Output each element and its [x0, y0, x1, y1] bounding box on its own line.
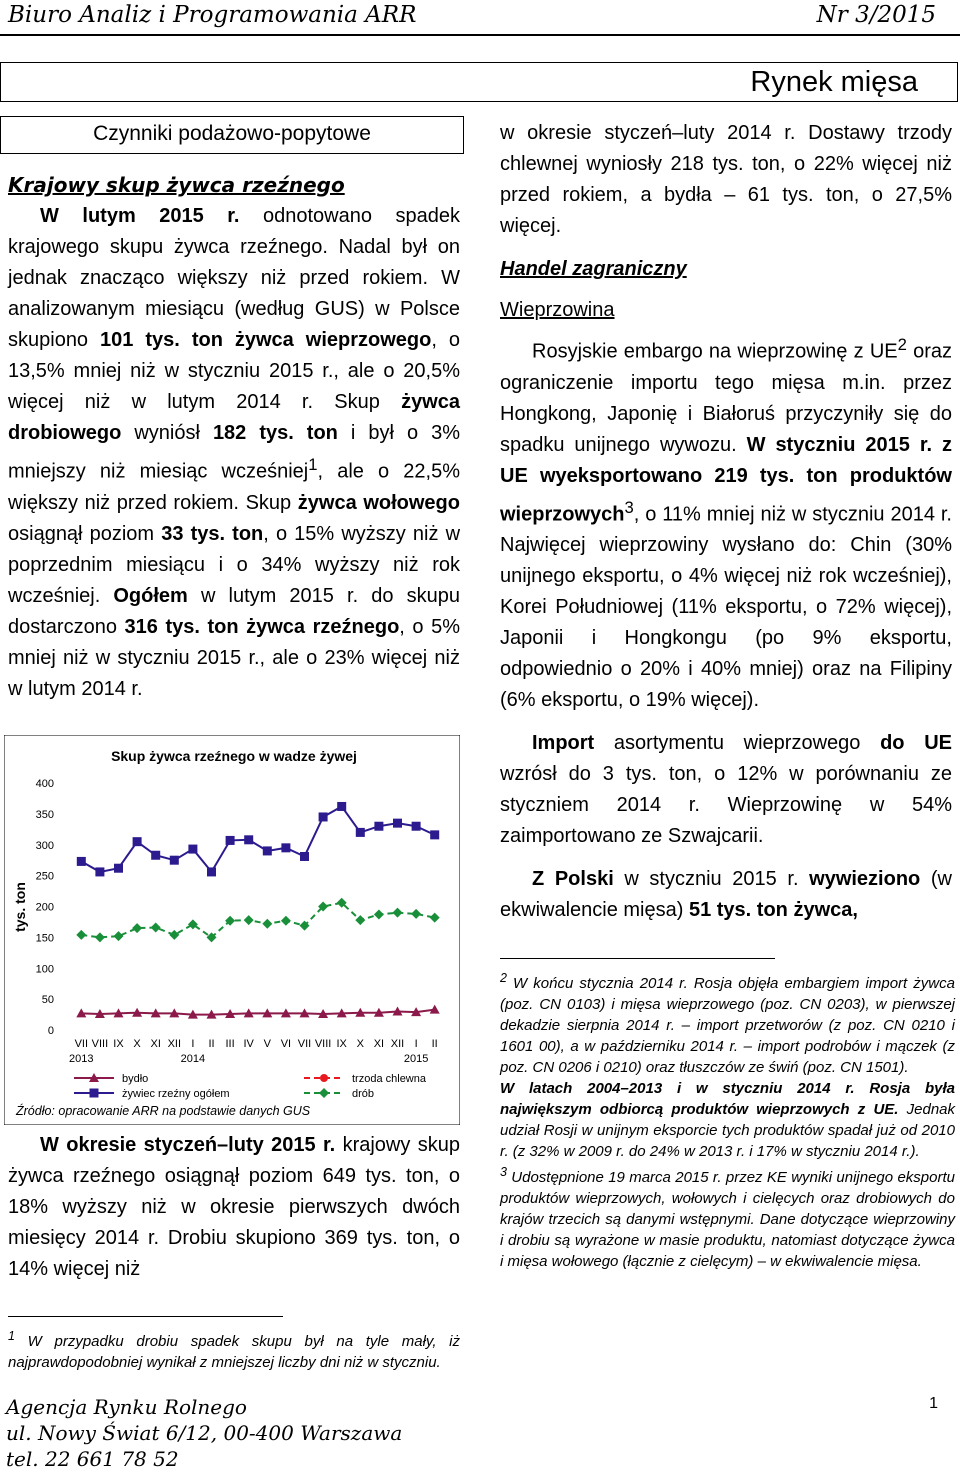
text-run: 33 tys. ton [161, 522, 264, 545]
data-point [244, 835, 253, 844]
text-run: w styczniu 2015 r. [613, 868, 810, 891]
data-point [337, 802, 346, 811]
header-left: Biuro Analiz i Programowania ARR [8, 2, 417, 28]
text-run: odnotowano spadek krajowego skupu żywca rzeźnego. Nadal był on jednak znacząco większy niż przed rokiem. W analizowanym miesiącu (według GUS) w Polsce skupiono [8, 205, 460, 351]
chart-frame [4, 735, 460, 1125]
text-run: W lutym 2015 r. [40, 205, 240, 227]
text-run: ton żywca wieprzowego [191, 329, 432, 351]
left-column [8, 170, 460, 705]
right-footnote-rule [500, 958, 775, 959]
x-tick-label: IV [243, 1038, 254, 1050]
header-right: Nr 3/2015 [816, 2, 936, 28]
x-tick-label: II [431, 1038, 438, 1050]
text-run: 51 tys. ton żywca, [688, 899, 858, 922]
data-point [430, 830, 439, 839]
chart-ylabel: tys. ton [12, 882, 28, 932]
x-tick-label: VII [74, 1038, 89, 1050]
right-paragraph-3 [500, 728, 952, 852]
left-footnote [8, 1326, 460, 1373]
text-run: 316 tys. ton żywca rzeźnego [124, 615, 400, 638]
text-run: w lutym 2015 r. do skupu dostarczono [8, 584, 460, 638]
header-rule [0, 34, 960, 36]
text-run: Ogółem [113, 584, 188, 607]
data-point [207, 867, 216, 876]
y-tick-label: 0 [47, 1025, 54, 1037]
x-tick-label: V [263, 1038, 271, 1050]
y-tick-label: 100 [35, 963, 54, 976]
text-run: W okresie styczeń–luty 2015 r. [40, 1134, 336, 1156]
text-run: 2 [897, 335, 907, 354]
page-number: 1 [929, 1395, 938, 1412]
y-tick-label: 200 [35, 901, 54, 914]
text-run: wzrósł do 3 tys. ton, o 12% w porównaniu ze styczniem 2014 r. Wieprzowinę w 54% zaimportowano ze Szwajcarii. [500, 763, 952, 848]
x-tick-label: I [414, 1038, 418, 1050]
data-point [281, 843, 290, 852]
text-run: 101 tys. [100, 329, 180, 351]
text-run: , o 5% mniej niż w styczniu 2015 r., ale o 23% więcej niż w lutym 2014 r. [8, 615, 461, 700]
text-run: 182 tys. ton [212, 422, 338, 444]
text-run: Udostępnione 19 marca 2015 r. przez KE wyniki unijnego eksportu produktów wieprzowych, wołowych i cielęcych oraz drobiowych do krajów trzecich są danymi wstępnymi. Dane dotyczące wieprzowiny i drobiu są wyrażone w masie produktu, natomiast dotyczące żywca i mięsa wołowego (łącznie z cielęcym) – w ekwiwalencie mięsa. [500, 1169, 955, 1270]
y-tick-label: 300 [35, 839, 54, 852]
legend-marker [90, 1089, 99, 1098]
data-point [114, 864, 123, 873]
x-year-label: 2013 [69, 1053, 94, 1065]
text-run: Jednak udział Rosji w unijnym eksporcie tych produktów spadał już od 2010 r. (z 32% w 2009 r. do 24% w 2013 r. i 17% w styczniu 2014 r.). [500, 1101, 955, 1160]
footer-address: ul. Nowy Świat 6/12, 00-400 Warszawa [6, 1421, 403, 1445]
left-paragraph-1 [8, 201, 460, 705]
data-point [188, 845, 197, 854]
y-tick-label: 350 [35, 808, 54, 821]
x-tick-label: X [133, 1038, 141, 1050]
data-point [226, 836, 235, 845]
chart-source: Źródło: opracowanie ARR na podstawie danych GUS [16, 1104, 311, 1118]
x-tick-label: IX [336, 1038, 347, 1050]
data-point [170, 856, 179, 865]
y-tick-label: 400 [35, 778, 54, 790]
data-point [263, 846, 272, 855]
text-run: Import [532, 732, 595, 755]
left-heading: Krajowy skup żywca rzeźnego [8, 173, 345, 197]
x-tick-label: XII [390, 1038, 405, 1050]
text-run: w okresie styczeń–luty 2014 r. Dostawy trzody chlewnej wyniosły 218 tys. ton, o 22% więcej niż przed rokiem, a bydła – 61 tys. ton, o 27,5% więcej. [500, 122, 952, 237]
data-point [77, 857, 86, 866]
text-run: 3 [624, 497, 634, 517]
text-run: (w ekwiwalencie mięsa) [500, 868, 952, 922]
left-paragraph-2 [8, 1130, 460, 1285]
text-run: , o 11% mniej niż w styczniu 2014 r. Najwięcej wieprzowiny wysłano do: Chin (30% unijnego eksportu, o 4% więcej niż rok wcześniej), Korei Południowej (11% eksportu, o 72% więcej), Japonii i Hongkongu (po 9% eksportu, odpowiednio o 20% i 40% mniej) oraz na Filipiny (6% eksportu, o 19% więcej). [500, 503, 952, 712]
legend-label: drób [352, 1088, 375, 1100]
chart-title: Skup żywca rzeźnego w wadze żywej [111, 748, 357, 764]
footer [6, 1394, 402, 1472]
text-run: wyniósł [121, 422, 213, 444]
legend-marker [320, 1074, 328, 1082]
x-tick-label: VI [280, 1038, 292, 1050]
footer-phone: tel. 22 661 78 52 [6, 1447, 179, 1471]
text-run: asortymentu wieprzowego [594, 732, 881, 755]
x-tick-label: X [356, 1038, 364, 1050]
text-run [180, 329, 192, 351]
text-run: Z Polski [532, 868, 614, 891]
text-run: osiągnął poziom [8, 522, 162, 545]
x-tick-label: IX [113, 1038, 124, 1050]
right-heading: Handel zagraniczny [500, 258, 687, 280]
right-footnote-3 [500, 1162, 955, 1272]
text-run: , ale o 22,5% większy niż przed rokiem. Skup [8, 460, 460, 514]
text-run: i był o 3% mniejszy niż miesiąc wcześniej [8, 422, 460, 483]
left-footnote-rule [8, 1316, 283, 1317]
y-tick-label: 250 [35, 870, 54, 883]
right-footnotes [500, 968, 955, 1272]
data-point [133, 837, 142, 846]
section-title: Rynek mięsa [750, 66, 918, 98]
x-tick-label: XII [167, 1038, 182, 1050]
data-point [95, 867, 104, 876]
chart-svg [4, 735, 460, 1125]
x-tick-label: II [208, 1038, 215, 1050]
data-point [393, 819, 402, 828]
right-footnote-2 [500, 968, 955, 1078]
subsection-title: Czynniki podażowo-popytowe [93, 122, 371, 145]
data-point [374, 822, 383, 831]
data-point [319, 812, 328, 821]
text-run: , o 13,5% mniej niż w styczniu 2015 r., ale o 20,5% więcej niż w lutym 2014 r. Skup [8, 329, 460, 413]
data-point [300, 852, 309, 861]
chart [4, 735, 460, 1129]
text-run: 3 [500, 1165, 507, 1179]
text-run: żywca wołowego [297, 491, 460, 514]
x-tick-label: XI [373, 1038, 385, 1050]
text-run: 1 [8, 1329, 15, 1343]
x-year-label: 2015 [403, 1053, 429, 1065]
text-run: krajowy skup żywca rzeźnego osiągnął poziom 649 tys. ton, o 18% wyższy niż w okresie pierwszych dwóch miesięcy 2014 r. Drobiu skupiono 369 tys. ton, o 14% więcej niż [8, 1134, 460, 1280]
x-tick-label: I [191, 1038, 195, 1050]
x-tick-label: III [225, 1038, 235, 1050]
data-point [356, 828, 365, 837]
right-footnote-2-note [500, 1078, 955, 1162]
x-year-label: 2014 [180, 1053, 206, 1065]
right-paragraph-2 [500, 329, 952, 716]
text-run: W styczniu 2015 r. z UE wyeksportowano 219 tys. ton produktów wieprzowych [500, 433, 952, 526]
legend-label: bydło [122, 1073, 149, 1085]
footer-agency: Agencja Rynku Rolnego [6, 1395, 247, 1419]
text-run: W latach 2004–2013 i w styczniu 2014 r. Rosja była największym odbiorcą produktów wieprzowych z UE. [500, 1080, 955, 1118]
right-subheading: Wieprzowina [500, 299, 615, 321]
y-tick-label: 50 [41, 994, 54, 1007]
text-run: 1 [308, 455, 318, 474]
text-run: Rosyjskie embargo na wieprzowinę z UE [532, 340, 898, 363]
x-tick-label: VII [297, 1038, 312, 1050]
text-run: W końcu stycznia 2014 r. Rosja objęła embargiem import żywca (poz. CN 0103) i mięsa wieprzowego (poz. CN 0203), w pierwszej dekadzie sierpnia 2014 r. – import przetworów (z poz. CN 0210 i 1601 00), a w październiku 2014 r. – import podrobów i mączek (z poz. CN 0206 i 0210) oraz tłuszczów ze świń (poz. CN 1501). [500, 975, 955, 1076]
y-tick-label: 150 [35, 932, 54, 945]
text-run: żywca drobiowego [8, 391, 460, 444]
legend-label: żywiec rzeźny ogółem [122, 1088, 230, 1100]
right-paragraph-4 [500, 864, 952, 926]
text-run: oraz ograniczenie importu tego mięsa m.in. przez Hongkong, Japonię i Białoruś przyczyniły się do spadku unijnego wywozu. [500, 340, 953, 456]
data-point [412, 822, 421, 831]
text-run: wywieziono [809, 868, 921, 891]
text-run: , o 15% wyższy niż w poprzednim miesiącu i o 34% wyższy niż rok wcześniej. [8, 522, 461, 607]
x-tick-label: XI [150, 1038, 161, 1050]
right-paragraph-1 [500, 118, 952, 242]
text-run: 2 [500, 971, 507, 985]
text-run: do UE [880, 732, 952, 755]
data-point [151, 851, 160, 860]
x-tick-label: VIII [314, 1038, 332, 1050]
right-column [500, 118, 952, 926]
legend-label: trzoda chlewna [352, 1073, 426, 1085]
x-tick-label: VIII [91, 1038, 109, 1050]
text-run: W przypadku drobiu spadek skupu był na tyle mały, iż najprawdopodobniej wynikał z mniejszej liczby dni niż w styczniu. [8, 1333, 460, 1371]
